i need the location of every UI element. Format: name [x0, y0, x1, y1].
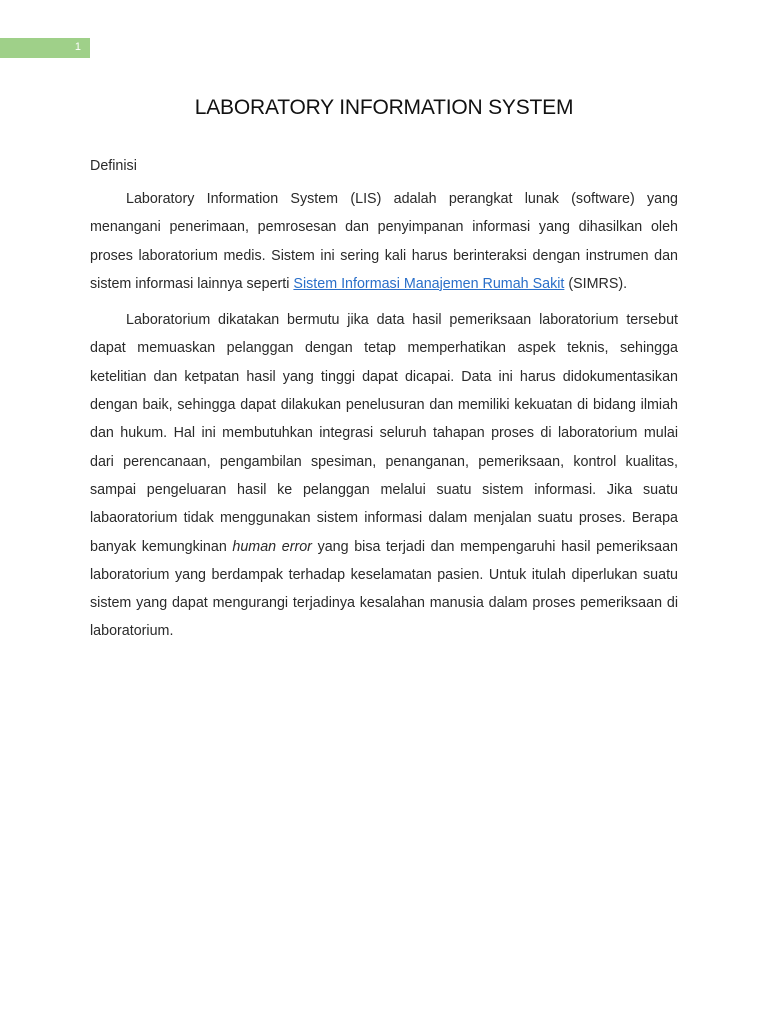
- page-number-tab: [0, 38, 90, 58]
- document-body: [90, 155, 678, 654]
- document-title: LABORATORY INFORMATION SYSTEM: [194, 96, 574, 119]
- paragraph-text: Laboratory Information System (LIS) adalah perangkat lunak (software) yang menangani penerimaan, pemrosesan dan penyimpanan informasi yang dihasilkan oleh proses laboratorium medis. Sistem ini sering kali harus berinteraksi dengan instrumen dan sistem informasi lainnya seperti: [90, 191, 678, 292]
- simrs-link[interactable]: Sistem Informasi Manajemen Rumah Sakit: [293, 275, 565, 292]
- section-heading: Definisi: [90, 158, 137, 174]
- page-number: 1: [74, 41, 81, 53]
- paragraph-quality: [90, 306, 678, 646]
- italic-term: human error: [232, 538, 312, 555]
- paragraph-text: (SIMRS).: [564, 275, 628, 292]
- paragraph-text: yang bisa terjadi dan mempengaruhi hasil pemeriksaan laboratorium yang berdampak terhadap keselamatan pasien. Untuk itulah diperlukan suatu sistem yang dapat mengurangi terjadinya kesalahan manusia dalam proses pemeriksaan di laboratorium.: [90, 538, 678, 640]
- paragraph-text: Laboratorium dikatakan bermutu jika data hasil pemeriksaan laboratorium tersebut dapat memuaskan pelanggan dengan tetap memperhatikan aspek teknis, sehingga ketelitian dan ketpatan hasil yang tinggi dapat dicapai. Data ini harus didokumentasikan dengan baik, sehingga dapat dilakukan penelusuran dan memiliki kekuatan di bidang ilmiah dan hukum. Hal ini membutuhkan integrasi seluruh tahapan proses di laboratorium mulai dari perencanaan, pengambilan spesiman, penanganan, pemeriksaan, kontrol kualitas, sampai pengeluaran hasil ke pelanggan melalui suatu sistem informasi. Jika suatu labaoratorium tidak menggunakan sistem informasi dalam menjalan suatu proses. Berapa banyak kemungkinan: [90, 312, 678, 555]
- paragraph-definition: [90, 185, 678, 298]
